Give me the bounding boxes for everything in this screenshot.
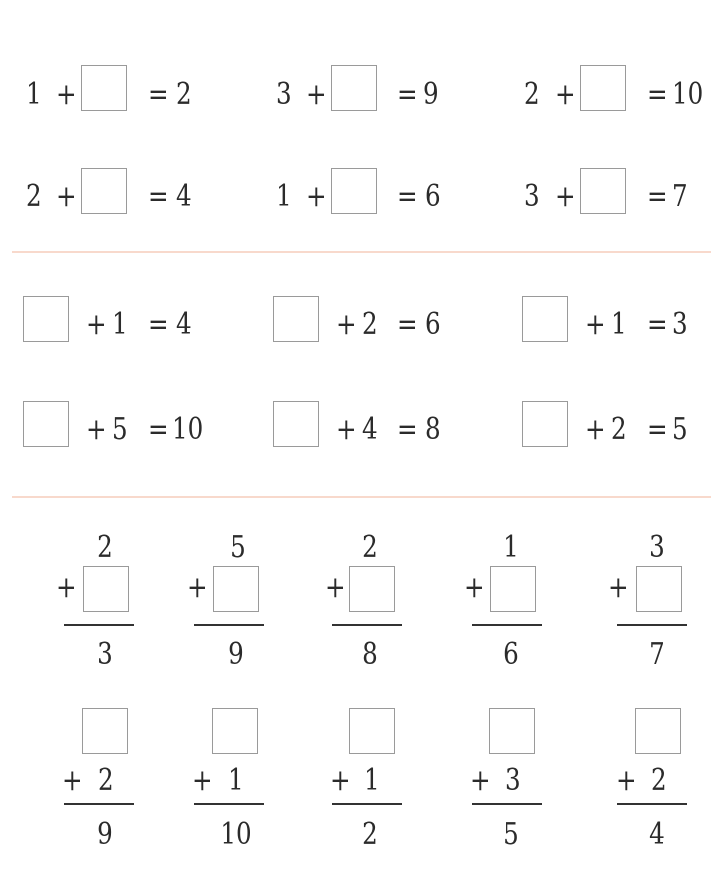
answer-box[interactable] bbox=[580, 65, 626, 111]
sum: 9 bbox=[97, 817, 113, 852]
plus-sign: + bbox=[555, 179, 576, 214]
second-addend: 1 bbox=[364, 763, 380, 798]
addend: 1 bbox=[112, 307, 128, 342]
addend: 1 bbox=[276, 179, 292, 214]
equals-sign: = bbox=[397, 412, 418, 447]
sum: 6 bbox=[425, 307, 441, 342]
plus-sign: + bbox=[192, 763, 213, 798]
addend: 2 bbox=[611, 412, 627, 447]
sum-line bbox=[194, 624, 264, 626]
sum: 8 bbox=[425, 412, 441, 447]
sum-line bbox=[617, 803, 687, 805]
sum: 10 bbox=[672, 77, 704, 112]
addend: 1 bbox=[26, 77, 42, 112]
sum: 2 bbox=[362, 817, 378, 852]
answer-box[interactable] bbox=[522, 401, 568, 447]
sum: 4 bbox=[649, 817, 665, 852]
sum: 6 bbox=[425, 179, 441, 214]
answer-box[interactable] bbox=[349, 566, 395, 612]
answer-box[interactable] bbox=[331, 65, 377, 111]
sum: 4 bbox=[176, 179, 192, 214]
sum: 3 bbox=[672, 307, 688, 342]
answer-box[interactable] bbox=[635, 708, 681, 754]
equals-sign: = bbox=[397, 179, 418, 214]
answer-box[interactable] bbox=[490, 566, 536, 612]
second-addend: 1 bbox=[228, 763, 244, 798]
section-divider bbox=[12, 496, 711, 498]
sum: 2 bbox=[176, 77, 192, 112]
plus-sign: + bbox=[86, 307, 107, 342]
equals-sign: = bbox=[397, 77, 418, 112]
answer-box[interactable] bbox=[273, 296, 319, 342]
answer-box[interactable] bbox=[580, 168, 626, 214]
sum: 6 bbox=[503, 637, 519, 672]
top-addend: 3 bbox=[649, 530, 665, 565]
sum-line bbox=[472, 803, 542, 805]
plus-sign: + bbox=[336, 307, 357, 342]
plus-sign: + bbox=[470, 763, 491, 798]
second-addend: 3 bbox=[505, 763, 521, 798]
sum-line bbox=[617, 624, 687, 626]
plus-sign: + bbox=[325, 570, 346, 605]
equals-sign: = bbox=[397, 307, 418, 342]
sum-line bbox=[64, 803, 134, 805]
answer-box[interactable] bbox=[23, 401, 69, 447]
sum: 10 bbox=[220, 817, 252, 852]
addend: 2 bbox=[362, 307, 378, 342]
plus-sign: + bbox=[555, 77, 576, 112]
top-addend: 2 bbox=[97, 530, 113, 565]
sum: 9 bbox=[228, 637, 244, 672]
equals-sign: = bbox=[148, 412, 169, 447]
answer-box[interactable] bbox=[522, 296, 568, 342]
sum: 10 bbox=[172, 412, 204, 447]
answer-box[interactable] bbox=[83, 566, 129, 612]
top-addend: 1 bbox=[503, 530, 519, 565]
sum: 4 bbox=[176, 307, 192, 342]
second-addend: 2 bbox=[651, 763, 667, 798]
answer-box[interactable] bbox=[489, 708, 535, 754]
plus-sign: + bbox=[56, 570, 77, 605]
plus-sign: + bbox=[616, 763, 637, 798]
sum-line bbox=[332, 624, 402, 626]
answer-box[interactable] bbox=[273, 401, 319, 447]
answer-box[interactable] bbox=[81, 65, 127, 111]
plus-sign: + bbox=[306, 179, 327, 214]
top-addend: 2 bbox=[362, 530, 378, 565]
sum-line bbox=[194, 803, 264, 805]
addend: 2 bbox=[26, 179, 42, 214]
addend: 3 bbox=[276, 77, 292, 112]
plus-sign: + bbox=[187, 570, 208, 605]
addend: 5 bbox=[112, 412, 128, 447]
sum: 5 bbox=[503, 817, 519, 852]
answer-box[interactable] bbox=[213, 566, 259, 612]
answer-box[interactable] bbox=[82, 708, 128, 754]
sum-line bbox=[472, 624, 542, 626]
addend: 4 bbox=[362, 412, 378, 447]
equals-sign: = bbox=[148, 307, 169, 342]
equals-sign: = bbox=[647, 307, 668, 342]
addend: 3 bbox=[524, 179, 540, 214]
answer-box[interactable] bbox=[331, 168, 377, 214]
plus-sign: + bbox=[585, 412, 606, 447]
answer-box[interactable] bbox=[212, 708, 258, 754]
sum: 8 bbox=[362, 637, 378, 672]
equals-sign: = bbox=[148, 179, 169, 214]
plus-sign: + bbox=[56, 179, 77, 214]
plus-sign: + bbox=[62, 763, 83, 798]
plus-sign: + bbox=[585, 307, 606, 342]
plus-sign: + bbox=[86, 412, 107, 447]
second-addend: 2 bbox=[98, 763, 114, 798]
section-divider bbox=[12, 251, 711, 253]
plus-sign: + bbox=[56, 77, 77, 112]
answer-box[interactable] bbox=[23, 296, 69, 342]
addend: 1 bbox=[611, 307, 627, 342]
equals-sign: = bbox=[647, 179, 668, 214]
answer-box[interactable] bbox=[81, 168, 127, 214]
sum: 7 bbox=[649, 637, 665, 672]
sum-line bbox=[332, 803, 402, 805]
plus-sign: + bbox=[464, 570, 485, 605]
top-addend: 5 bbox=[230, 530, 246, 565]
sum: 7 bbox=[672, 179, 688, 214]
plus-sign: + bbox=[306, 77, 327, 112]
answer-box[interactable] bbox=[349, 708, 395, 754]
plus-sign: + bbox=[608, 570, 629, 605]
answer-box[interactable] bbox=[636, 566, 682, 612]
equals-sign: = bbox=[148, 77, 169, 112]
sum: 9 bbox=[423, 77, 439, 112]
addend: 2 bbox=[524, 77, 540, 112]
plus-sign: + bbox=[330, 763, 351, 798]
sum: 3 bbox=[97, 637, 113, 672]
sum-line bbox=[64, 624, 134, 626]
equals-sign: = bbox=[647, 77, 668, 112]
plus-sign: + bbox=[336, 412, 357, 447]
equals-sign: = bbox=[647, 412, 668, 447]
sum: 5 bbox=[672, 412, 688, 447]
